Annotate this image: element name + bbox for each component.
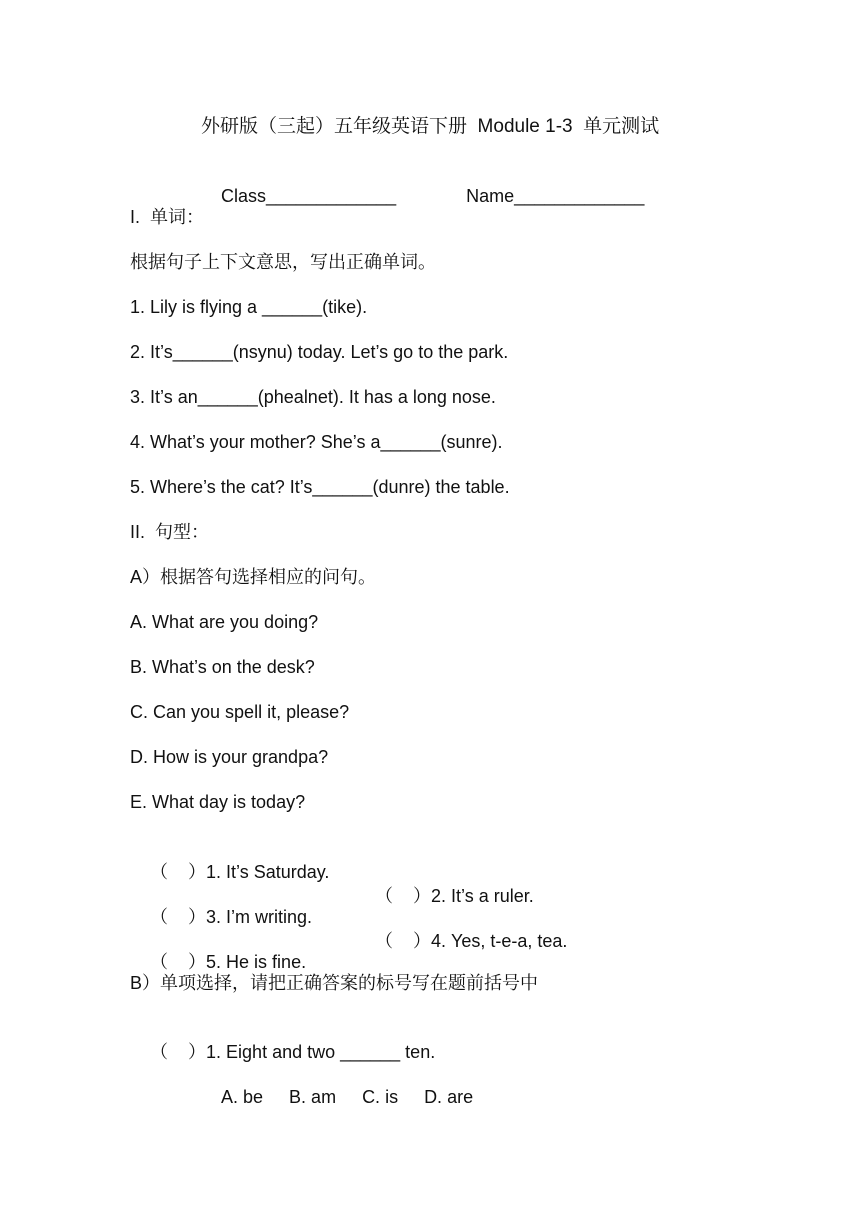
answer-paren: （ ）	[150, 1042, 207, 1062]
answer-item: 2. It’s a ruler.	[431, 886, 534, 906]
partB-question: 1. Eight and two ______ ten.	[206, 1042, 436, 1062]
section1-instruction: 根据句子上下文意思，写出正确单词。	[130, 252, 436, 272]
section1-heading: I. 单词：	[130, 207, 205, 227]
answer-col2	[375, 929, 567, 953]
question-item: 3. It’s an______(phealnet). It has a long nose.	[130, 387, 496, 407]
answer-item: 1. It’s Saturday.	[206, 862, 330, 882]
answer-col2	[375, 884, 534, 908]
option-item: C. Can you spell it, please?	[130, 702, 350, 722]
question-item: 1. Lily is flying a ______(tike).	[130, 297, 368, 317]
option-item: B. What’s on the desk?	[130, 657, 315, 677]
answer-paren: （ ）	[375, 931, 432, 951]
answer-item: 4. Yes, t-e-a, tea.	[431, 931, 568, 951]
choice-item: C. is	[362, 1087, 399, 1107]
answer-item: 3. I’m writing.	[206, 907, 313, 927]
option-item: D. How is your grandpa?	[130, 747, 329, 767]
class-field: Class_____________	[221, 186, 397, 206]
section2-heading: II. 句型：	[130, 522, 210, 542]
name-field: Name_____________	[466, 186, 645, 206]
answer-paren: （ ）	[150, 907, 207, 927]
option-item: E. What day is today?	[130, 792, 306, 812]
answer-paren: （ ）	[150, 952, 207, 972]
answer-item: 5. He is fine.	[206, 952, 307, 972]
answer-paren: （ ）	[150, 862, 207, 882]
choices-row	[201, 1061, 499, 1133]
question-item: 2. It’s______(nsynu) today. Let’s go to the park.	[130, 342, 509, 362]
question-item: 4. What’s your mother? She’s a______(sunre).	[130, 432, 503, 452]
class-name-line	[201, 160, 644, 232]
choice-item: D. are	[424, 1087, 474, 1107]
answer-paren: （ ）	[375, 886, 432, 906]
page-title: 外研版（三起）五年级英语下册 Module 1-3 单元测试	[201, 116, 660, 137]
partA-instruction: A）根据答句选择相应的问句。	[130, 567, 377, 587]
choice-item: A. be	[221, 1087, 264, 1107]
question-item: 5. Where’s the cat? It’s______(dunre) the table.	[130, 477, 510, 497]
option-item: A. What are you doing?	[130, 612, 319, 632]
partB-instruction: B）单项选择，请把正确答案的标号写在题前括号中	[130, 973, 539, 993]
choice-item: B. am	[289, 1087, 337, 1107]
